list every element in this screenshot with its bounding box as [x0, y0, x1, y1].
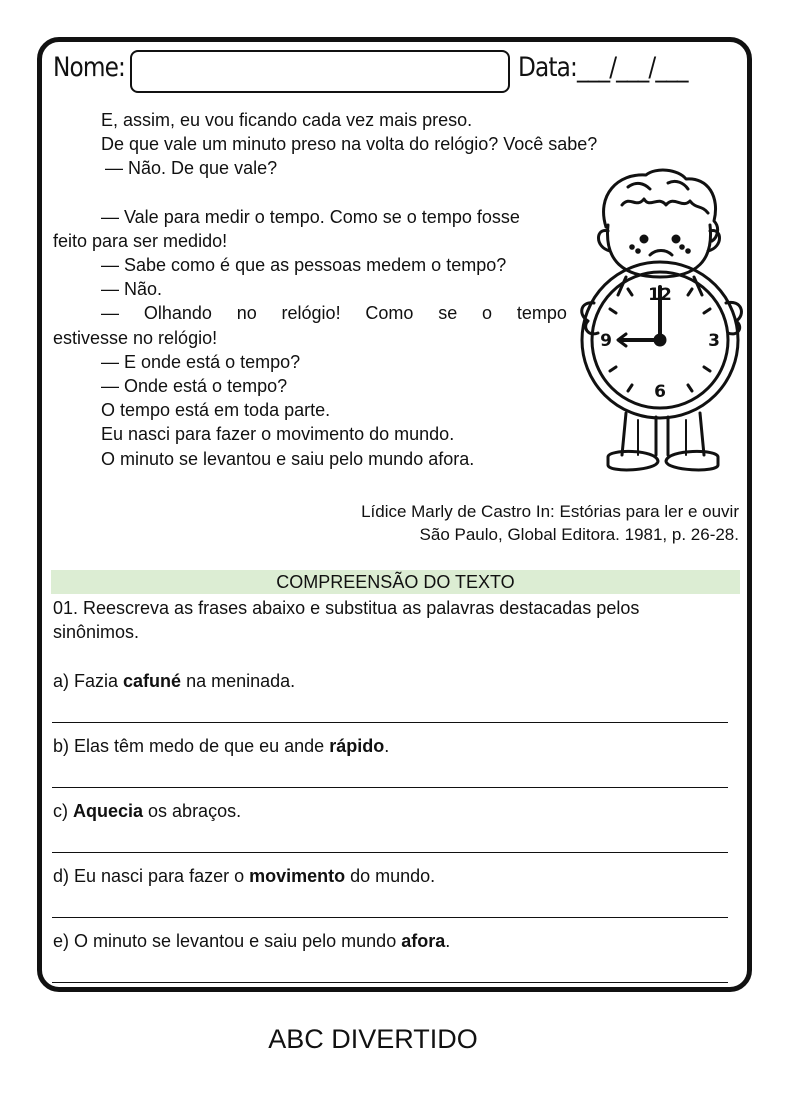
answer-line-a[interactable] — [52, 722, 728, 723]
highlighted-word: cafuné — [123, 671, 182, 691]
story-line: — Não. — [101, 279, 163, 300]
name-label: Nome: — [53, 52, 126, 83]
name-field[interactable] — [130, 50, 510, 93]
clock-numeral-12: 12 — [648, 285, 672, 305]
word: tempo — [516, 303, 567, 324]
question-text: a) Fazia — [53, 671, 124, 691]
story-line: E, assim, eu vou ficando cada vez mais preso. — [101, 110, 473, 130]
story-line: Eu nasci para fazer o movimento do mundo. — [101, 424, 455, 445]
clock-numeral-3: 3 — [708, 331, 720, 351]
story-line: — Vale para medir o tempo. Como se o tempo fosse — [101, 206, 520, 227]
answer-line-d[interactable] — [52, 917, 728, 918]
highlighted-word: movimento — [249, 866, 346, 886]
highlighted-word: afora — [401, 931, 446, 951]
section-title: COMPREENSÃO DO TEXTO — [51, 570, 740, 594]
word: Como — [365, 303, 414, 324]
instruction-line: 01. Reescreva as frases abaixo e substitua as palavras destacadas pelos — [53, 598, 640, 618]
word: o — [482, 303, 493, 324]
question-b — [53, 734, 389, 758]
footer-brand: ABC DIVERTIDO — [268, 1024, 478, 1054]
boy-holding-clock-illustration — [578, 165, 753, 485]
question-text: os abraços. — [143, 801, 242, 821]
instruction — [53, 596, 639, 644]
question-text: d) Eu nasci para fazer o — [53, 866, 250, 886]
story-line-justified — [53, 301, 567, 325]
word: no — [236, 303, 257, 324]
story-line: estivesse no relógio! — [53, 327, 218, 348]
question-text: na meninada. — [181, 671, 296, 691]
question-text: . — [384, 736, 390, 756]
highlighted-word: Aquecia — [73, 801, 144, 821]
word: Olhando — [143, 303, 212, 324]
question-d — [53, 864, 435, 888]
credit-line: Lídice Marly de Castro In: Estórias para ler e ouvir — [361, 502, 739, 521]
date-label: Data:___/___/___ — [518, 52, 688, 83]
answer-line-e[interactable] — [52, 982, 728, 983]
story-line: — E onde está o tempo? — [101, 351, 301, 372]
question-text: . — [445, 931, 451, 951]
question-text: b) Elas têm medo de que eu ande — [53, 736, 330, 756]
story-text — [53, 108, 598, 471]
story-line: O minuto se levantou e saiu pelo mundo afora. — [101, 448, 475, 469]
highlighted-word: rápido — [329, 736, 385, 756]
story-line: — Sabe como é que as pessoas medem o tempo? — [101, 255, 507, 276]
story-line: O tempo está em toda parte. — [101, 400, 331, 421]
answer-line-b[interactable] — [52, 787, 728, 788]
story-line: feito para ser medido! — [53, 230, 228, 251]
question-text: do mundo. — [345, 866, 436, 886]
story-line: — Não. De que vale? — [105, 158, 278, 179]
word: — — [101, 303, 119, 324]
question-c — [53, 799, 241, 823]
clock-numeral-9: 9 — [600, 331, 612, 351]
question-text: e) O minuto se levantou e saiu pelo mundo — [53, 931, 402, 951]
question-e — [53, 929, 450, 953]
question-a — [53, 669, 295, 693]
credit-line: São Paulo, Global Editora. 1981, p. 26-28. — [419, 525, 739, 544]
instruction-line: sinônimos. — [53, 622, 140, 642]
question-text: c) — [53, 801, 73, 821]
answer-line-c[interactable] — [52, 852, 728, 853]
clock-numeral-6: 6 — [654, 382, 666, 402]
word: relógio! — [281, 303, 341, 324]
source-credit — [361, 500, 739, 546]
story-line: De que vale um minuto preso na volta do relógio? Você sabe? — [101, 134, 598, 155]
word: se — [438, 303, 458, 324]
story-line: — Onde está o tempo? — [101, 376, 288, 397]
